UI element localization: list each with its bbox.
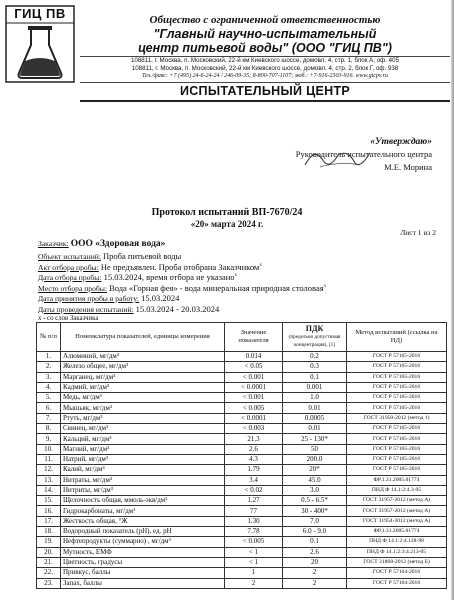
- cell-num: 15.: [37, 496, 61, 506]
- col-name: Номенклатура показателей, единицы измерения: [61, 323, 225, 352]
- place-label: Место отбора пробы:: [38, 283, 107, 293]
- cell-method: ФР.1.31.2005.01774: [347, 475, 447, 485]
- table-row: [37, 506, 447, 516]
- table-row: [37, 568, 447, 578]
- cell-num: 22.: [37, 568, 61, 578]
- object-label: Объект испытаний:: [38, 252, 101, 261]
- cell-value: < 1: [225, 547, 283, 557]
- object-value: Проба питьевой воды: [103, 251, 182, 261]
- cell-method: ГОСТ Р 57165-2016: [347, 372, 447, 382]
- act-line: Акт отбора пробы: Не предъявлен. Проба отобрана Заказчиком$^x$: [38, 261, 262, 272]
- accepted-line: [38, 293, 179, 304]
- col-pdk-title: ПДК: [305, 324, 324, 333]
- approval-name: М.Е. Морина: [384, 162, 432, 172]
- cell-pdk: 20: [283, 557, 347, 567]
- header-divider-3: [80, 100, 450, 102]
- cell-value: 1.30: [225, 516, 283, 526]
- cell-method: ГОСТ Р 57165-2016: [347, 465, 447, 475]
- cell-value: < 1: [225, 557, 283, 567]
- table-row: [37, 393, 447, 403]
- cell-value: < 0.05: [225, 362, 283, 372]
- cell-method: ГОСТ Р 57165-2016: [347, 424, 447, 434]
- col-method: Метод испытаний (ссылка на НД): [347, 323, 447, 352]
- cell-num: 3.: [37, 372, 61, 382]
- cell-method: ПНД Ф 14.1:2:4.3-95: [347, 485, 447, 495]
- cell-method: ГОСТ Р 57164-2016: [347, 578, 447, 588]
- cell-method: ГОСТ Р 57165-2016: [347, 382, 447, 392]
- cell-method: ГОСТ Р 57165-2016: [347, 444, 447, 454]
- cell-name: Нитриты, мг/дм³: [61, 485, 225, 495]
- cell-num: 20.: [37, 547, 61, 557]
- cell-pdk: 50: [283, 444, 347, 454]
- cell-name: Жесткость общая, °Ж: [61, 516, 225, 526]
- accepted-label: Дата принятия пробы в работу:: [38, 294, 140, 303]
- table-row: [37, 465, 447, 475]
- cell-method: ГОСТ Р 57165-2016: [347, 403, 447, 413]
- table-row: [37, 485, 447, 495]
- contacts: Тел./факс: +7 (495) 24-6-24-24 / 246-09-35; 8-800-707-1107; моб.: +7-916-2303-916. www.gicpv.ru: [142, 73, 388, 79]
- approval-title: «Утверждаю»: [370, 137, 432, 147]
- cell-pdk: 0.01: [283, 403, 347, 413]
- table-row: [37, 424, 447, 434]
- cell-name: Нефтепродукты (суммарно) , мг/дм³: [61, 537, 225, 547]
- table-row: [37, 362, 447, 372]
- table-row: [37, 454, 447, 464]
- cell-pdk: 0.0005: [283, 413, 347, 423]
- cell-method: ГОСТ Р 57164-2016: [347, 568, 447, 578]
- cell-num: 6.: [37, 403, 61, 413]
- cell-value: 2: [225, 578, 283, 588]
- cell-method: ГОСТ Р 57165-2016: [347, 362, 447, 372]
- cell-name: Калий, мг/дм³: [61, 465, 225, 475]
- customer-label: Заказчик:: [38, 239, 69, 248]
- cell-num: 2.: [37, 362, 61, 372]
- cell-pdk: 45.0: [283, 475, 347, 485]
- cell-name: Гидрокарбонаты, мг/дм³: [61, 506, 225, 516]
- cell-name: Нитраты, мг/дм³: [61, 475, 225, 485]
- cell-pdk: 0.001: [283, 382, 347, 392]
- customer-value: ООО «Здоровая вода»: [70, 239, 166, 249]
- cell-num: 5.: [37, 393, 61, 403]
- customer-line: [38, 239, 165, 249]
- address-2: 108811, г. Москва, п. Московский, 22-й км Киевского шоссе, домовл. 4, стр. 2, блок Г, оф. 938: [131, 65, 399, 72]
- sample-date-label: Дата отбора пробы:: [38, 272, 102, 282]
- cell-name: Медь, мг/дм³: [61, 393, 225, 403]
- cell-num: 23.: [37, 578, 61, 588]
- footnote: х - со слов Заказчика: [38, 315, 99, 322]
- table-row: [37, 527, 447, 537]
- cell-name: Свинец, мг/дм³: [61, 424, 225, 434]
- cell-value: 4.3: [225, 454, 283, 464]
- col-num: № п/п: [37, 323, 61, 352]
- col-value: Значение показателя: [225, 323, 283, 352]
- cell-pdk: 2: [283, 578, 347, 588]
- table-row: [37, 413, 447, 423]
- cell-pdk: 200.0: [283, 454, 347, 464]
- approval-position: Руководитель испытательного центра: [295, 149, 432, 159]
- place-line: Место отбора пробы: Вода «Горная фея» - вода минеральная природная столовая$^x$: [38, 282, 327, 293]
- cell-value: 1: [225, 568, 283, 578]
- cell-num: 17.: [37, 516, 61, 526]
- protocol-title: Протокол испытаний ВП-7670/24: [151, 207, 303, 218]
- tests-value: 15.03.2024 - 20.03.2024: [135, 304, 220, 314]
- cell-method: ПНД Ф 14.1:2:4.128-98: [347, 537, 447, 547]
- cell-num: 4.: [37, 382, 61, 392]
- col-pdk: [283, 323, 347, 352]
- cell-name: Алюминий, мг/дм³: [61, 352, 225, 362]
- cell-value: < 0.001: [225, 372, 283, 382]
- table-body: [37, 352, 447, 589]
- cell-num: 21.: [37, 557, 61, 567]
- cell-value: 77: [225, 506, 283, 516]
- cell-pdk: 0.3: [283, 362, 347, 372]
- cell-num: 7.: [37, 413, 61, 423]
- cell-value: < 0.001: [225, 393, 283, 403]
- cell-value: < 0.0001: [225, 382, 283, 392]
- protocol-date: «20» марта 2024 г.: [190, 219, 264, 229]
- cell-pdk: 30 - 400*: [283, 506, 347, 516]
- cell-name: Магний, мг/дм³: [61, 444, 225, 454]
- cell-pdk: 1.0: [283, 393, 347, 403]
- cell-method: ГОСТ Р 57165-2016: [347, 454, 447, 464]
- table-row: [37, 547, 447, 557]
- cell-pdk: 2.6: [283, 547, 347, 557]
- tests-label: Даты проведения испытаний:: [38, 305, 134, 314]
- cell-value: < 0.005: [225, 403, 283, 413]
- cell-num: 16.: [37, 506, 61, 516]
- cell-name: Мутность, ЕМФ: [61, 547, 225, 557]
- cell-name: Натрий, мг/дм³: [61, 454, 225, 464]
- address-1: 108811, г. Москва, п. Московский, 22-й км Киевского шоссе, домовл. 4, стр. 1, блок А, оф. 405: [130, 57, 400, 64]
- table-row: [37, 382, 447, 392]
- cell-value: 2.6: [225, 444, 283, 454]
- org-name-line2: центр питьевой воды" (ООО "ГИЦ ПВ"): [138, 41, 392, 55]
- cell-num: 9.: [37, 434, 61, 444]
- signature-icon: [300, 145, 380, 173]
- sample-date-value: 15.03.2024, время отбора не указано: [103, 271, 235, 282]
- cell-pdk: 0.1: [283, 537, 347, 547]
- col-pdk-sub: (предельно допустимая концентрация), [1]: [288, 334, 341, 348]
- table-row: [37, 372, 447, 382]
- table-row: [37, 557, 447, 567]
- cell-method: ГОСТ Р 57165-2016: [347, 352, 447, 362]
- cell-value: 1.27: [225, 496, 283, 506]
- cell-name: Кадмий, мг/дм³: [61, 382, 225, 392]
- cell-num: 11.: [37, 454, 61, 464]
- accepted-value: 15.03.2024: [141, 293, 180, 303]
- table-row: [37, 496, 447, 506]
- table-row: [37, 537, 447, 547]
- cell-name: Щелочность общая, ммоль-экв/дм³: [61, 496, 225, 506]
- cell-pdk: 25 - 130*: [283, 434, 347, 444]
- cell-method: ГОСТ 31950-2012 (метод 1): [347, 413, 447, 423]
- act-label: Акт отбора пробы:: [38, 262, 99, 272]
- table-row: [37, 403, 447, 413]
- org-name: [80, 27, 450, 55]
- logo-text: ГИЦ ПВ: [14, 6, 66, 21]
- cell-pdk: 20*: [283, 465, 347, 475]
- sheet-number: Лист 1 из 2: [400, 228, 436, 237]
- table-row: [37, 352, 447, 362]
- cell-name: Мышьяк, мг/дм³: [61, 403, 225, 413]
- table-row: [37, 434, 447, 444]
- org-type: Общество с ограниченной ответственностью: [149, 14, 381, 26]
- cell-pdk: 6.0 - 9.0: [283, 527, 347, 537]
- cell-num: 14.: [37, 485, 61, 495]
- cell-value: 1.79: [225, 465, 283, 475]
- cell-name: Привкус, баллы: [61, 568, 225, 578]
- cell-method: ГОСТ 31954-2012 (метод А): [347, 516, 447, 526]
- cell-pdk: 0.1: [283, 372, 347, 382]
- cell-method: ПНД Ф 14.1:2:3:4.213-05: [347, 547, 447, 557]
- cell-num: 13.: [37, 475, 61, 485]
- cell-pdk: 0.2: [283, 352, 347, 362]
- cell-pdk: 2: [283, 568, 347, 578]
- cell-method: ГОСТ 31957-2012 (метод А): [347, 496, 447, 506]
- results-table: [36, 322, 447, 589]
- cell-value: < 0.003: [225, 424, 283, 434]
- cell-method: ФР.1.31.2005.01774: [347, 527, 447, 537]
- cell-num: 18.: [37, 527, 61, 537]
- table-row: [37, 516, 447, 526]
- table-row: [37, 578, 447, 588]
- cell-pdk: 7.0: [283, 516, 347, 526]
- cell-name: Железо общее, мг/дм³: [61, 362, 225, 372]
- cell-value: 21.3: [225, 434, 283, 444]
- cell-value: < 0.005: [225, 537, 283, 547]
- cell-name: Запах, баллы: [61, 578, 225, 588]
- cell-num: 1.: [37, 352, 61, 362]
- cell-value: 0.014: [225, 352, 283, 362]
- table-header-row: [37, 323, 447, 352]
- cell-pdk: 0.5 - 6.5*: [283, 496, 347, 506]
- cell-value: < 0.02: [225, 485, 283, 495]
- cell-value: < 0.0001: [225, 413, 283, 423]
- cell-name: Марганец, мг/дм³: [61, 372, 225, 382]
- cell-name: Цветность, градусы: [61, 557, 225, 567]
- center-title: ИСПЫТАТЕЛЬНЫЙ ЦЕНТР: [179, 84, 351, 98]
- cell-method: ГОСТ 31957-2012 (метод А): [347, 506, 447, 516]
- cell-method: ГОСТ 31868-2012 (метод Б): [347, 557, 447, 567]
- cell-value: 7.78: [225, 527, 283, 537]
- cell-method: ГОСТ Р 57165-2016: [347, 434, 447, 444]
- sample-date-line: Дата отбора пробы: 15.03.2024, время отбора не указано$^x$: [38, 271, 238, 282]
- cell-pdk: 3.0: [283, 485, 347, 495]
- cell-name: Кальций, мг/дм³: [61, 434, 225, 444]
- place-value: Вода «Горная фея» - вода минеральная природная столовая: [109, 282, 324, 293]
- cell-num: 12.: [37, 465, 61, 475]
- cell-name: Ртуть, мг/дм³: [61, 413, 225, 423]
- org-name-line1: "Главный научно-испытательный: [153, 27, 377, 41]
- header-divider-2: [80, 82, 450, 83]
- act-value: Не предъявлен. Проба отобрана Заказчиком: [100, 261, 260, 272]
- table-row: [37, 475, 447, 485]
- cell-method: ГОСТ Р 57165-2016: [347, 393, 447, 403]
- cell-num: 8.: [37, 424, 61, 434]
- cell-num: 10.: [37, 444, 61, 454]
- cell-num: 19.: [37, 537, 61, 547]
- cell-name: Водородный показатель (pH), ед. pH: [61, 527, 225, 537]
- cell-value: 3.4: [225, 475, 283, 485]
- table-row: [37, 444, 447, 454]
- cell-pdk: 0.01: [283, 424, 347, 434]
- tests-line: [38, 304, 219, 315]
